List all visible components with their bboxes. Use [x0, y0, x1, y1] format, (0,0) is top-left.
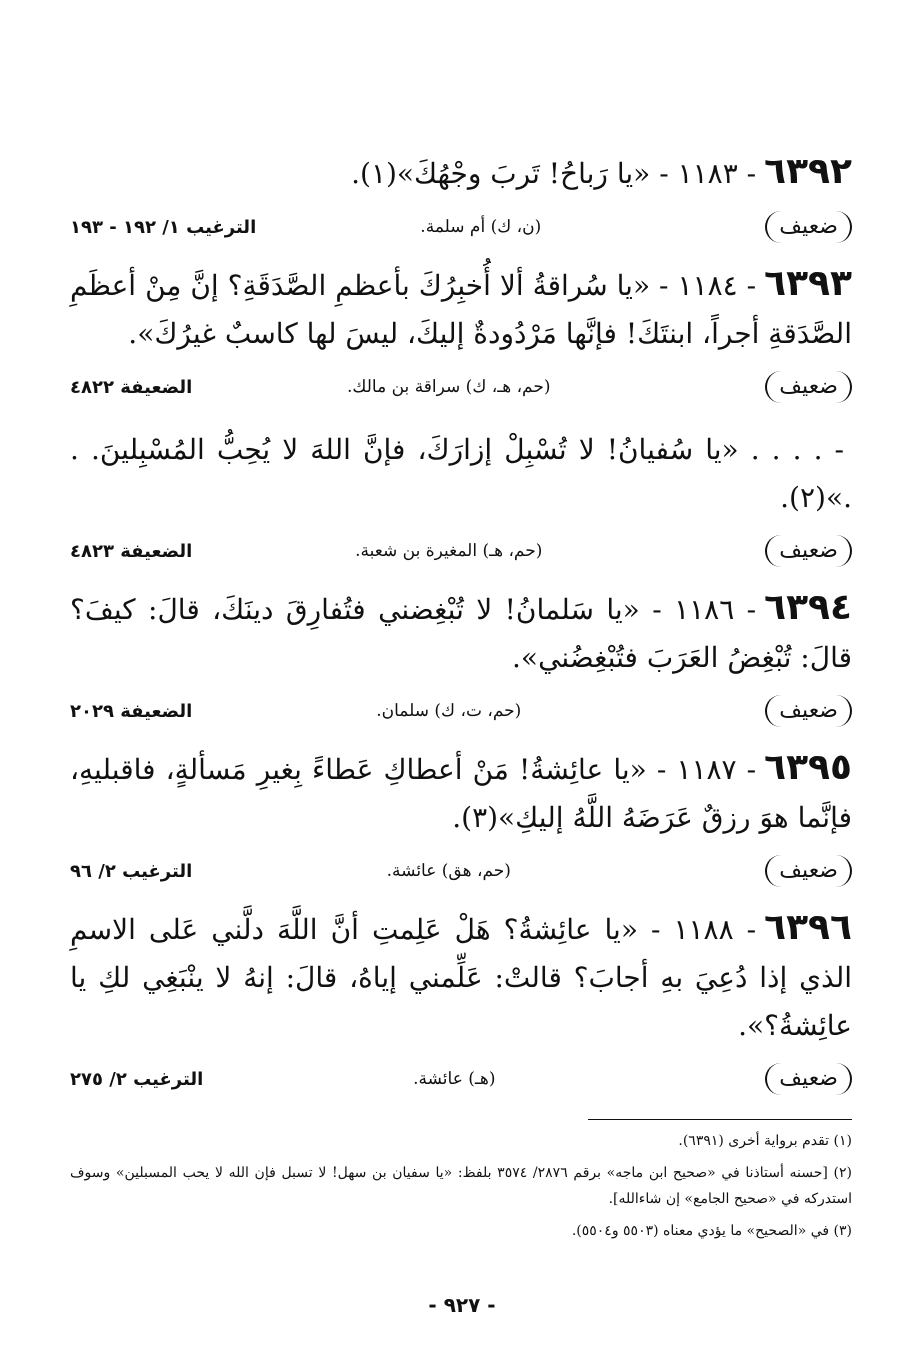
hadith-meta [70, 852, 852, 890]
hadith-reference: الترغيب ٢/ ٩٦ [70, 860, 193, 882]
hadith-reference: الضعيفة ٤٨٢٣ [70, 540, 193, 562]
hadith-source: (هـ) عائشة. [413, 1069, 496, 1089]
hadith-entry [70, 260, 852, 406]
hadith-text: - ١١٨٣ - «يا رَباحُ! تَربَ وجْهُكَ»(١). [351, 157, 757, 190]
hadith-number: ٦٣٩٤ [764, 587, 852, 628]
hadith-reference: الضعيفة ٤٨٢٢ [70, 376, 193, 398]
hadith-meta [70, 692, 852, 730]
hadith-text-line [70, 744, 852, 842]
grade-badge: ضعيف [765, 535, 852, 567]
hadith-source: (ن، ك) أم سلمة. [420, 217, 542, 237]
grade-badge: ضعيف [765, 371, 852, 403]
hadith-entry [70, 148, 852, 246]
grade-badge: ضعيف [765, 695, 852, 727]
grade-badge: ضعيف [765, 211, 852, 243]
footnote: (١) تقدم برواية أخرى (٦٣٩١). [678, 1133, 852, 1149]
hadith-meta [70, 208, 852, 246]
hadith-source: (حم، هق) عائشة. [386, 861, 511, 881]
hadith-number: ٦٣٩٦ [764, 907, 852, 948]
footnotes [70, 1128, 852, 1250]
grade-badge: ضعيف [765, 855, 852, 887]
hadith-source: (حم، ت، ك) سلمان. [376, 701, 522, 721]
footnote: (٢) [حسنه أستاذنا في «صحيح ابن ماجه» برقم ٢٨٧٦/ ٣٥٧٤ بلفظ: «يا سفيان بن سهل! لا تسبل فإن الله لا يحب المسبلين» وسوف استدركه في «صحيح الجامع» إن شاءالله]. [70, 1165, 852, 1207]
hadith-meta [70, 368, 852, 406]
hadith-meta [70, 1060, 852, 1098]
footnote-divider [588, 1119, 852, 1120]
hadith-text: - . . . . «يا سُفيانُ! لا تُسْبِلْ إزارَكَ، فإنَّ اللهَ لا يُحِبُّ المُسْبِلينَ. . .»(٢). [70, 433, 852, 514]
hadith-text: - ١١٨٤ - «يا سُراقةُ ألا أُخبِرُكَ بأعظمِ الصَّدَقَةِ؟ إنَّ مِنْ أعظَمِ الصَّدَقةِ أجراً، ابنتَكَ! فإنَّها مَرْدُودةٌ إليكَ، ليسَ لها كاسبٌ غيرُكَ». [70, 269, 852, 350]
grade-badge: ضعيف [765, 1063, 852, 1095]
hadith-text-line [70, 260, 852, 358]
hadith-meta [70, 532, 852, 570]
hadith-text: - ١١٨٧ - «يا عائِشةُ! مَنْ أعطاكِ عَطاءً بِغيرِ مَسألةٍ، فاقبليهِ، فإنَّما هوَ رزقٌ عَرَضَهُ اللَّهُ إليكِ»(٣). [70, 753, 852, 834]
page-number: - ٩٢٧ - [428, 1293, 496, 1317]
hadith-number: ٦٣٩٢ [764, 151, 852, 192]
hadith-reference: الترغيب ٢/ ٢٧٥ [70, 1068, 204, 1090]
hadith-reference: الترغيب ١/ ١٩٢ - ١٩٣ [70, 216, 257, 238]
hadith-source: (حم، هـ) المغيرة بن شعبة. [355, 541, 543, 561]
hadith-text: - ١١٨٨ - «يا عائِشةُ؟ هَلْ عَلِمتِ أنَّ اللَّهَ دلَّني عَلى الاسمِ الذي إذا دُعِيَ بهِ أجابَ؟ قالتْ: عَلِّمني إياهُ، قالَ: إنهُ لا ينْبَغِي لكِ يا عائِشةُ؟». [70, 913, 852, 1042]
hadith-reference: الضعيفة ٢٠٢٩ [70, 700, 193, 722]
hadith-number: ٦٣٩٣ [764, 263, 852, 304]
footnote: (٣) في «الصحيح» ما يؤدي معناه (٥٥٠٣ و٥٥٠٤). [571, 1223, 852, 1239]
hadith-text-line [70, 148, 852, 198]
hadith-entry [70, 744, 852, 890]
hadith-text-line [70, 904, 852, 1050]
hadith-entry [70, 584, 852, 730]
hadith-text: - ١١٨٦ - «يا سَلمانُ! لا تُبْغِضني فتُفارِقَ دينَكَ، قالَ: كيفَ؟ قالَ: تُبْغِضُ العَرَبَ فتُبْغِضُني». [70, 593, 852, 674]
hadith-number: ٦٣٩٥ [764, 747, 852, 788]
hadith-text-line [70, 424, 852, 522]
hadith-entry [70, 904, 852, 1098]
hadith-entry [70, 424, 852, 570]
hadith-text-line [70, 584, 852, 682]
hadith-source: (حم، هـ، ك) سراقة بن مالك. [347, 377, 551, 397]
